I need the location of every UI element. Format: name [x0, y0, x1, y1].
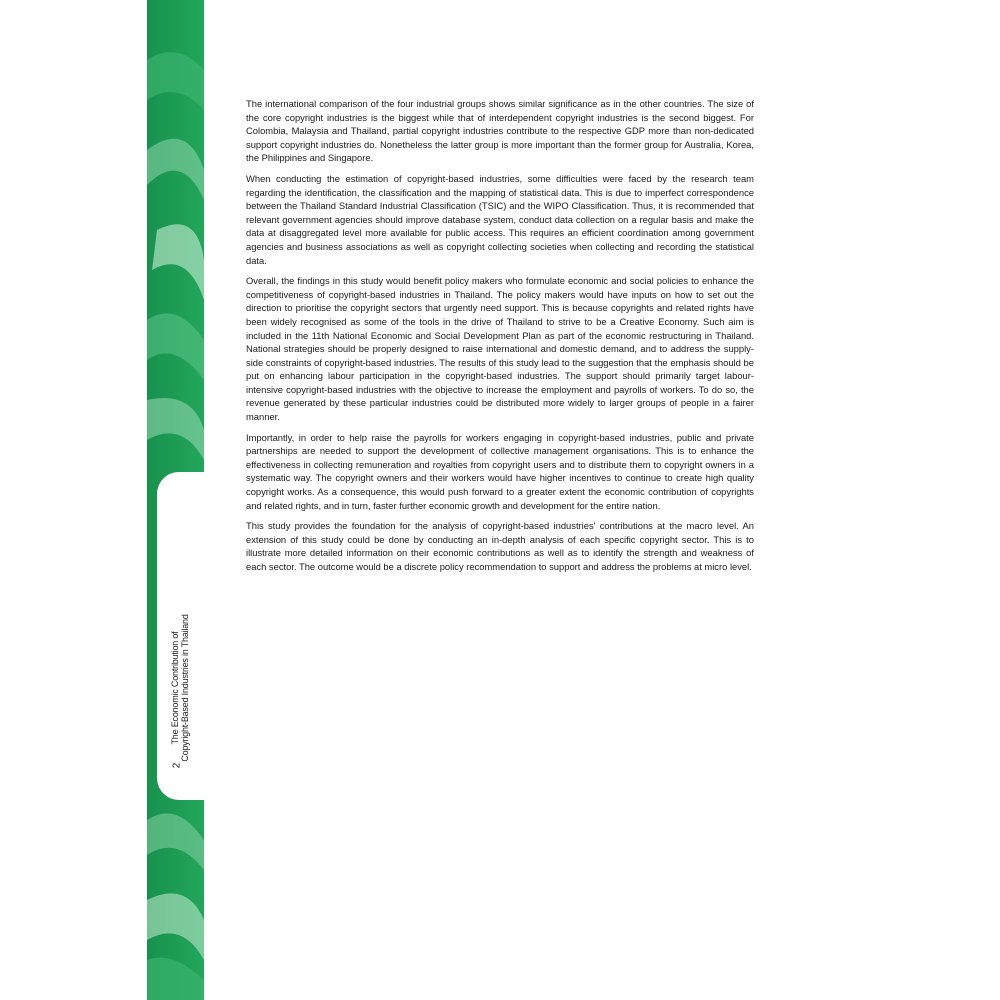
paragraph: This study provides the foundation for the analysis of copyright-based industries' contributions at the macro level. An extension of this study could be done by conducting an in-depth analysis of each specific copyright sector. This is to illustrate more detailed information on their economic contributions as well as to identify the strength and weakness of each sector. The outcome would be a discrete policy recommendation to support and address the problems at micro level.: [246, 520, 754, 572]
running-title-line2: Copyright-Based Industries in Thailand: [180, 614, 190, 762]
paragraph: When conducting the estimation of copyright-based industries, some difficulties were faced by the research team regarding the identification, the classification and the mapping of statistical data. This is due to imperfect correspondence between the Thailand Standard Industrial Classification (TSIC) and the WIPO Classification. Thus, it is recommended that relevant government agencies should improve database system, conduct data collection on a regular basis and make the data at disaggregated level more available for public access. This requires an efficient coordination among government agencies and business associations as well as copyright collecting societies when collecting and recording the statistical data.: [246, 172, 754, 266]
paragraph: The international comparison of the four industrial groups shows similar significance as in the other countries. The size of the core copyright industries is the biggest while that of interdependent copyright industries is the second biggest. For Colombia, Malaysia and Thailand, partial copyright industries contribute to the respective GDP more than non-dedicated support copyright industries do. Nonetheless the latter group is more important than the former group for Australia, Korea, the Philippines and Singapore.: [246, 98, 754, 164]
body-text: [246, 97, 754, 581]
running-title: [170, 614, 190, 761]
paragraph: Importantly, in order to help raise the payrolls for workers engaging in copyright-based industries, public and private partnerships are needed to support the development of collective management organisations. This is to enhance the effectiveness in collecting remuneration and royalties from copyright users and to distribute them to copyright owners in a systematic way. The copyright owners and their workers would have higher incentives to continue to create high quality copyright works. As a consequence, this would push forward to a greater extent the economic contribution of copyrights and related rights, and in turn, faster further economic growth and development for the entire nation.: [246, 431, 754, 511]
running-title-line1: The Economic Contribution of: [170, 631, 180, 745]
paragraph: Overall, the findings in this study would benefit policy makers who formulate economic and social policies to enhance the competitiveness of copyright-based industries in Thailand. The policy makers would have inputs on how to set out the direction to prioritise the copyright sectors that urgently need support. This is because copyrights and related rights have been widely recognised as some of the tools in the drive of Thailand to strive to be a Creative Economy. Such aim is included in the 11th National Economic and Social Development Plan as part of the economic restructuring in Thailand. National strategies should be properly designed to raise international and domestic demand, and to address the supply-side constraints of copyright-based industries. The results of this study lead to the suggestion that the emphasis should be put on enhancing labour participation in the copyright-based industries. The support should primarily target labour-intensive copyright-based industries with the objective to increase the employment and payrolls of workers. To do so, the revenue generated by these particular industries could be distributed more widely to larger groups of people in a fairer manner.: [246, 275, 754, 423]
page-number: 2: [171, 762, 183, 769]
